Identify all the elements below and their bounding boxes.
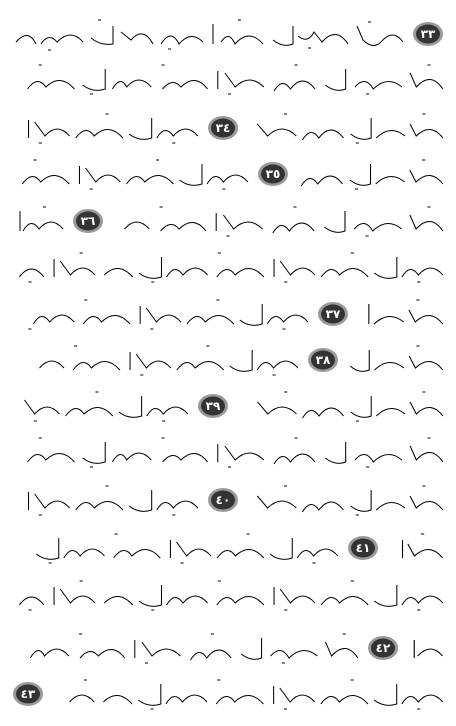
text-line-15 (8, 672, 448, 716)
text-line-10 (8, 430, 448, 474)
outlined-text-line (343, 340, 448, 380)
text-line-3 (8, 106, 448, 150)
outlined-text-line (108, 201, 448, 241)
verse-marker (317, 301, 349, 327)
outlined-text-line (8, 575, 448, 615)
text-line-4 (8, 152, 448, 196)
text-line-7 (8, 292, 448, 336)
text-line-9 (8, 384, 448, 428)
outlined-text-line (233, 386, 448, 426)
outlined-text-line (353, 294, 448, 334)
outlined-text-line (293, 154, 448, 194)
verse-number: ٣٨ (315, 353, 331, 367)
verse-number: ٤٢ (375, 641, 391, 655)
outlined-text-line (8, 201, 68, 241)
verse-marker (367, 635, 399, 661)
verse-number: ٤٣ (20, 687, 36, 701)
text-line-12 (8, 526, 448, 570)
verse-marker (347, 535, 379, 561)
outlined-text-line (8, 340, 303, 380)
text-line-2 (8, 57, 448, 101)
outlined-text-line (8, 59, 448, 99)
outlined-text-line (8, 14, 408, 54)
verse-number: ٣٩ (205, 399, 221, 413)
outlined-text-line (8, 528, 343, 568)
verse-number: ٣٥ (265, 167, 281, 181)
verse-marker (72, 208, 104, 234)
verse-number: ٤٠ (215, 493, 231, 507)
text-line-6 (8, 245, 448, 289)
text-line-1 (8, 12, 448, 56)
outlined-text-line (403, 628, 448, 668)
verse-marker (412, 21, 444, 47)
verse-marker (207, 487, 239, 513)
verse-marker (257, 161, 289, 187)
outlined-text-line (8, 386, 193, 426)
verse-marker (197, 393, 229, 419)
outlined-text-line (8, 154, 253, 194)
verse-number: ٣٤ (215, 121, 231, 135)
outlined-text-line (243, 480, 448, 520)
verse-number: ٣٦ (80, 214, 96, 228)
outlined-text-line (8, 294, 313, 334)
text-line-8 (8, 338, 448, 382)
verse-number: ٤١ (355, 541, 371, 555)
text-line-11 (8, 478, 448, 522)
outlined-text-line (8, 247, 448, 287)
text-line-14 (8, 626, 448, 670)
verse-number: ٣٣ (420, 27, 436, 41)
text-line-13 (8, 573, 448, 617)
outlined-text-line (8, 628, 363, 668)
verse-number: ٣٧ (325, 307, 341, 321)
outlined-text-line (383, 528, 448, 568)
outlined-text-line (8, 480, 203, 520)
outlined-text-line (8, 108, 203, 148)
verse-marker (207, 115, 239, 141)
text-line-5 (8, 199, 448, 243)
outlined-text-line (243, 108, 448, 148)
outlined-text-line (48, 674, 448, 714)
verse-marker (307, 347, 339, 373)
verse-marker (12, 681, 44, 707)
outlined-text-line (8, 432, 448, 472)
